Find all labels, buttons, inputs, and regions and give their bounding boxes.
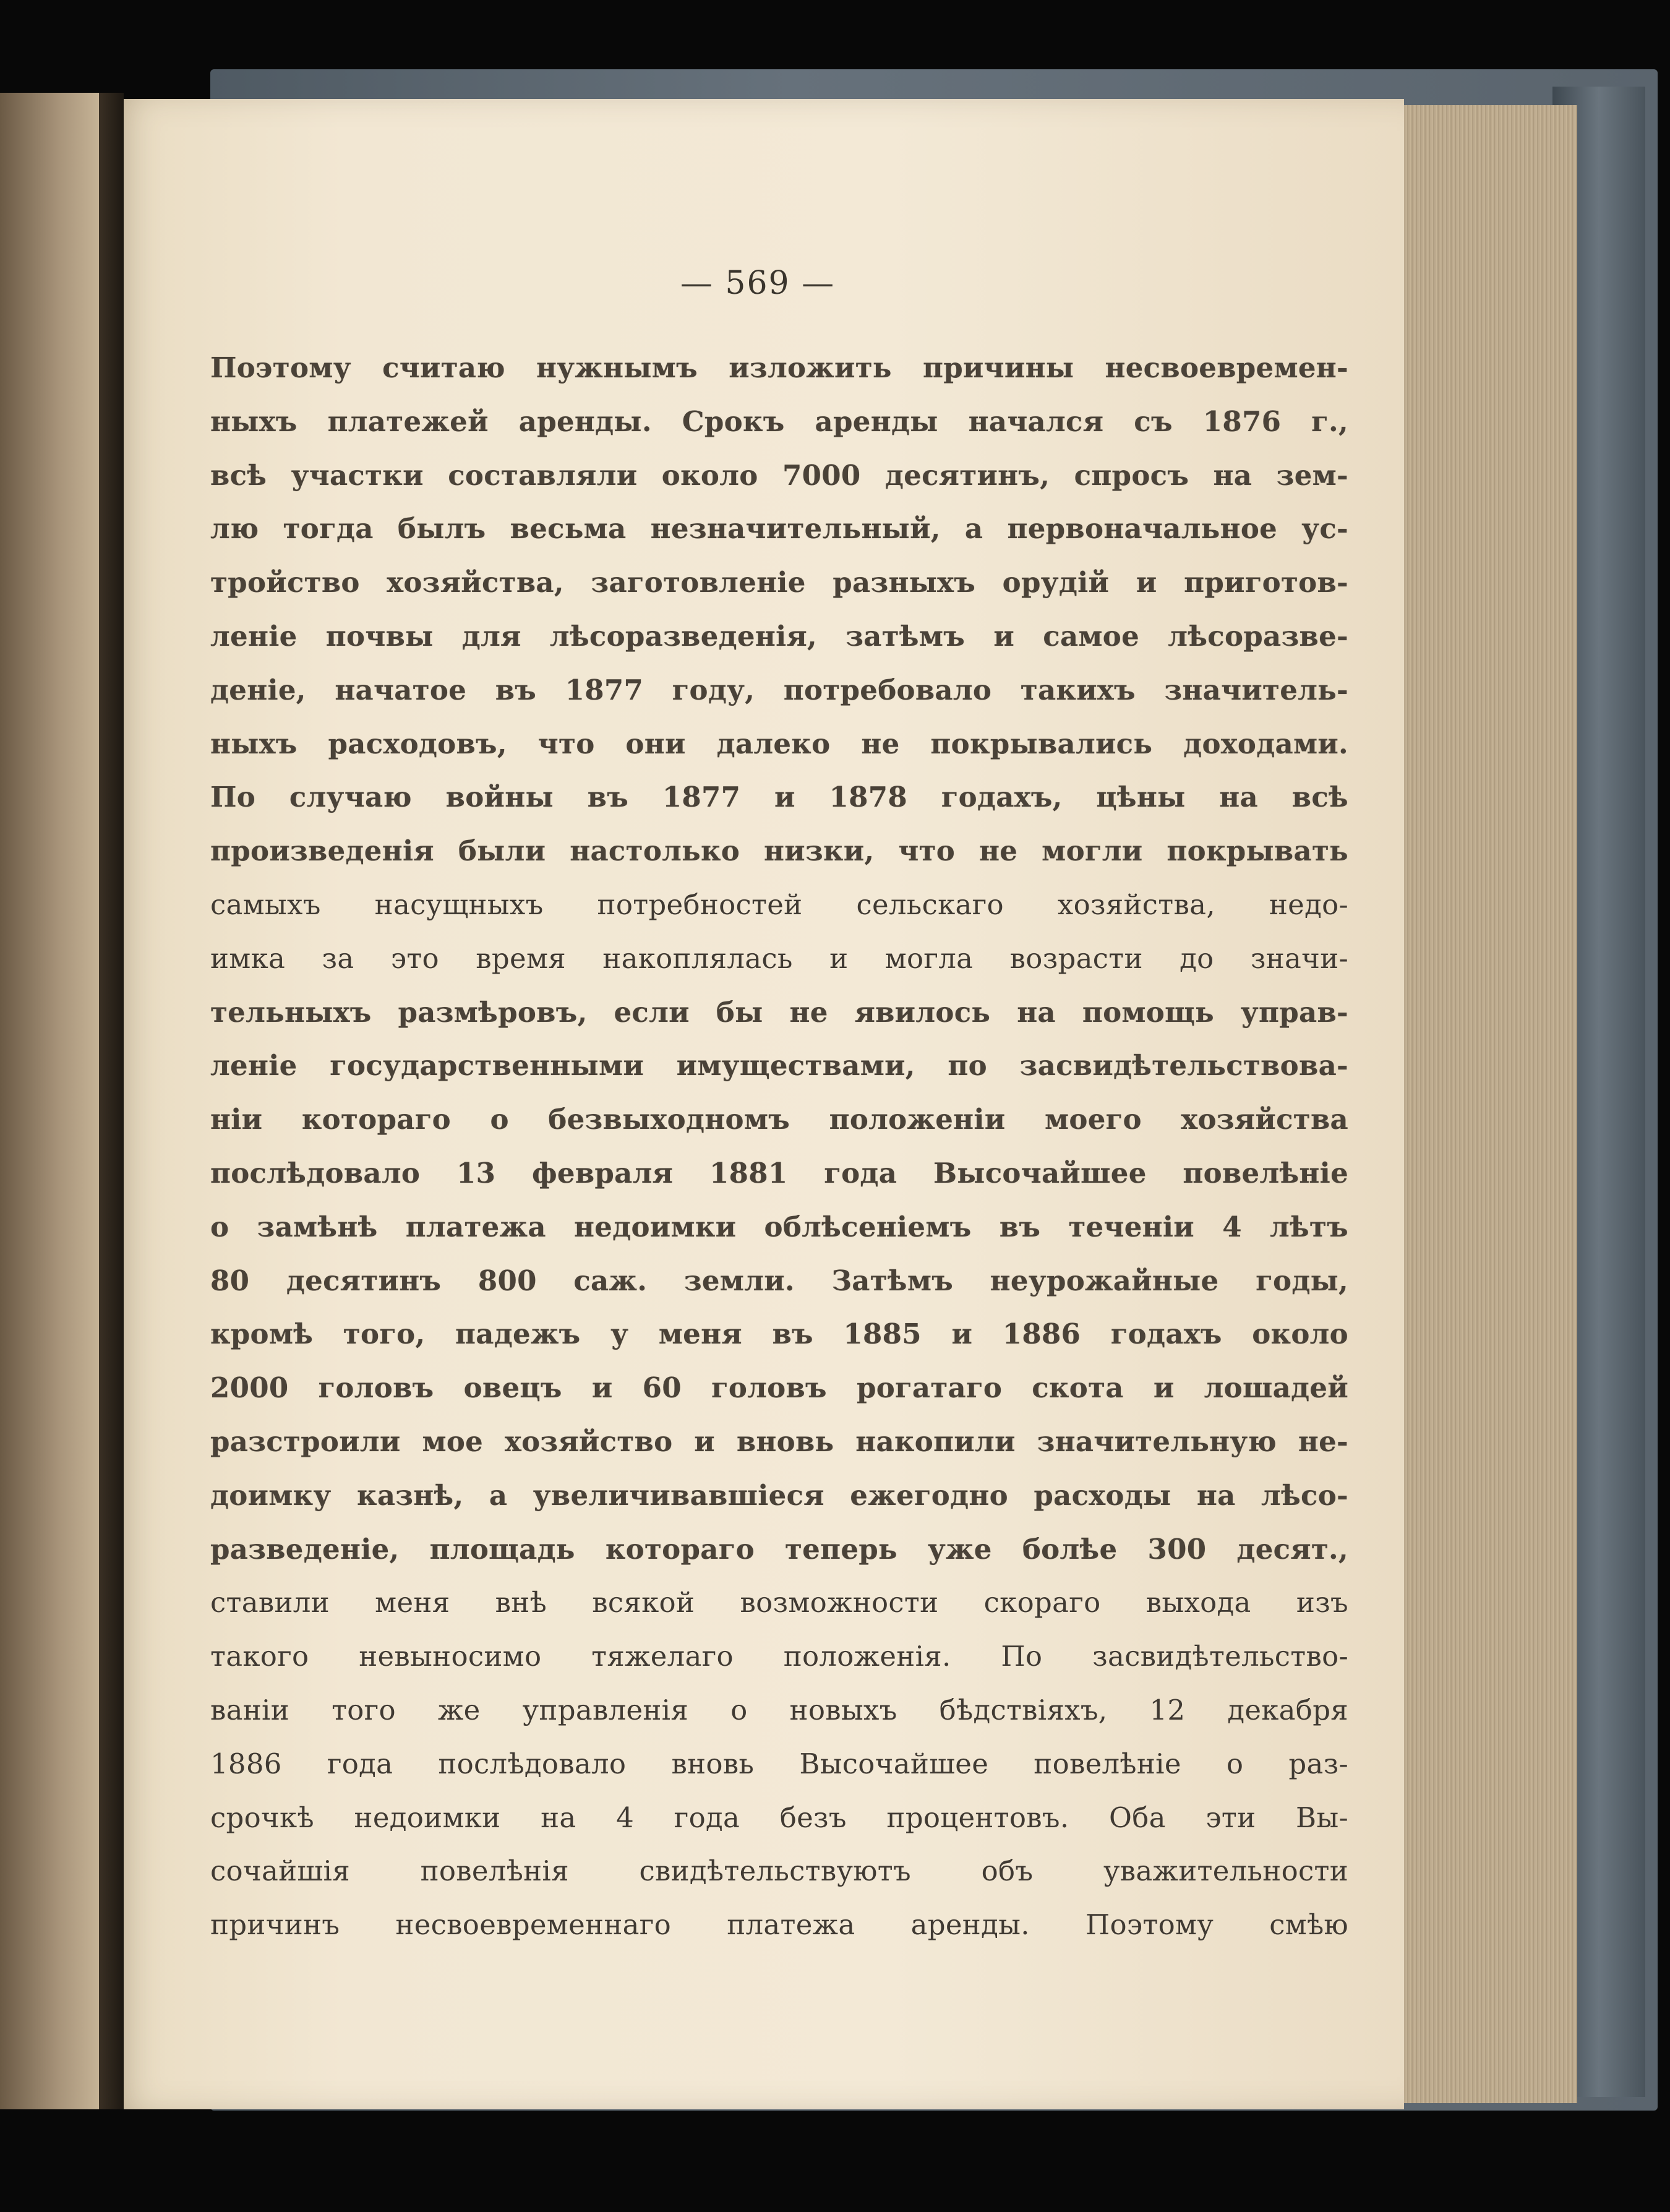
text-line: ныхъ расходовъ, что они далеко не покрывались доходами. [210,727,1348,760]
text-line: ставили меня внѣ всякой возможности скораго выхода изъ [210,1586,1348,1619]
book-page [111,99,1404,2109]
text-line: леніе почвы для лѣсоразведенія, затѣмъ и самое лѣсоразве- [210,619,1348,653]
text-line: доимку казнѣ, а увеличивавшіеся ежегодно расходы на лѣсо- [210,1478,1348,1512]
text-line: о замѣнѣ платежа недоимки облѣсеніемъ въ теченіи 4 лѣтъ [210,1210,1348,1243]
book-gutter [99,93,124,2109]
text-line: леніе государственными имуществами, по засвидѣтельствова- [210,1049,1348,1082]
text-line: сочайшія повелѣнія свидѣтельствуютъ объ уважительности [210,1854,1348,1888]
text-line: имка за это время накоплялась и могла возрасти до значи- [210,941,1348,975]
text-line: ніи котораго о безвыходномъ положеніи моего хозяйства [210,1103,1348,1136]
text-line: 2000 головъ овецъ и 60 головъ рогатаго скота и лошадей [210,1371,1348,1405]
text-line: 80 десятинъ 800 саж. земли. Затѣмъ неурожайные годы, [210,1264,1348,1297]
text-line: кромѣ того, падежъ у меня въ 1885 и 1886 годахъ около [210,1318,1348,1351]
page-block-edges [1392,105,1577,2103]
text-line: всѣ участки составляли около 7000 десятинъ, спросъ на зем- [210,458,1348,492]
text-line: деніе, начатое въ 1877 году, потребовало такихъ значитель- [210,673,1348,706]
text-line: разведеніе, площадь котораго теперь уже болѣе 300 десят., [210,1532,1348,1566]
text-line: самыхъ насущныхъ потребностей сельскаго хозяйства, недо- [210,888,1348,921]
text-line: лю тогда былъ весьма незначительный, а первоначальное ус- [210,512,1348,546]
text-line: произведенія были настолько низки, что не могли покрывать [210,834,1348,868]
text-line: тельныхъ размѣровъ, если бы не явилось на помощь управ- [210,995,1348,1029]
text-line: такого невыносимо тяжелаго положенія. По засвидѣтельство- [210,1640,1348,1673]
previous-page-edge [0,93,108,2109]
text-line: По случаю войны въ 1877 и 1878 годахъ, цѣны на всѣ [210,781,1348,814]
text-line: ныхъ платежей аренды. Срокъ аренды начался съ 1876 г., [210,405,1348,438]
text-line: Поэтому считаю нужнымъ изложить причины несвоевремен- [210,351,1348,384]
text-line: ваніи того же управленія о новыхъ бѣдствіяхъ, 12 декабря [210,1693,1348,1726]
page-number: — 569 — [680,265,836,302]
text-line: послѣдовало 13 февраля 1881 года Высочайшее повелѣніе [210,1156,1348,1190]
text-line: разстроили мое хозяйство и вновь накопили значительную не- [210,1425,1348,1458]
text-line: причинъ несвоевременнаго платежа аренды. Поэтому смѣю [210,1908,1348,1942]
text-line: срочкѣ недоимки на 4 года безъ процентовъ. Оба эти Вы- [210,1801,1348,1834]
text-line: 1886 года послѣдовало вновь Высочайшее повелѣніе о раз- [210,1747,1348,1780]
text-line: тройство хозяйства, заготовленіе разныхъ орудій и приготов- [210,566,1348,599]
body-text [210,341,1348,1952]
